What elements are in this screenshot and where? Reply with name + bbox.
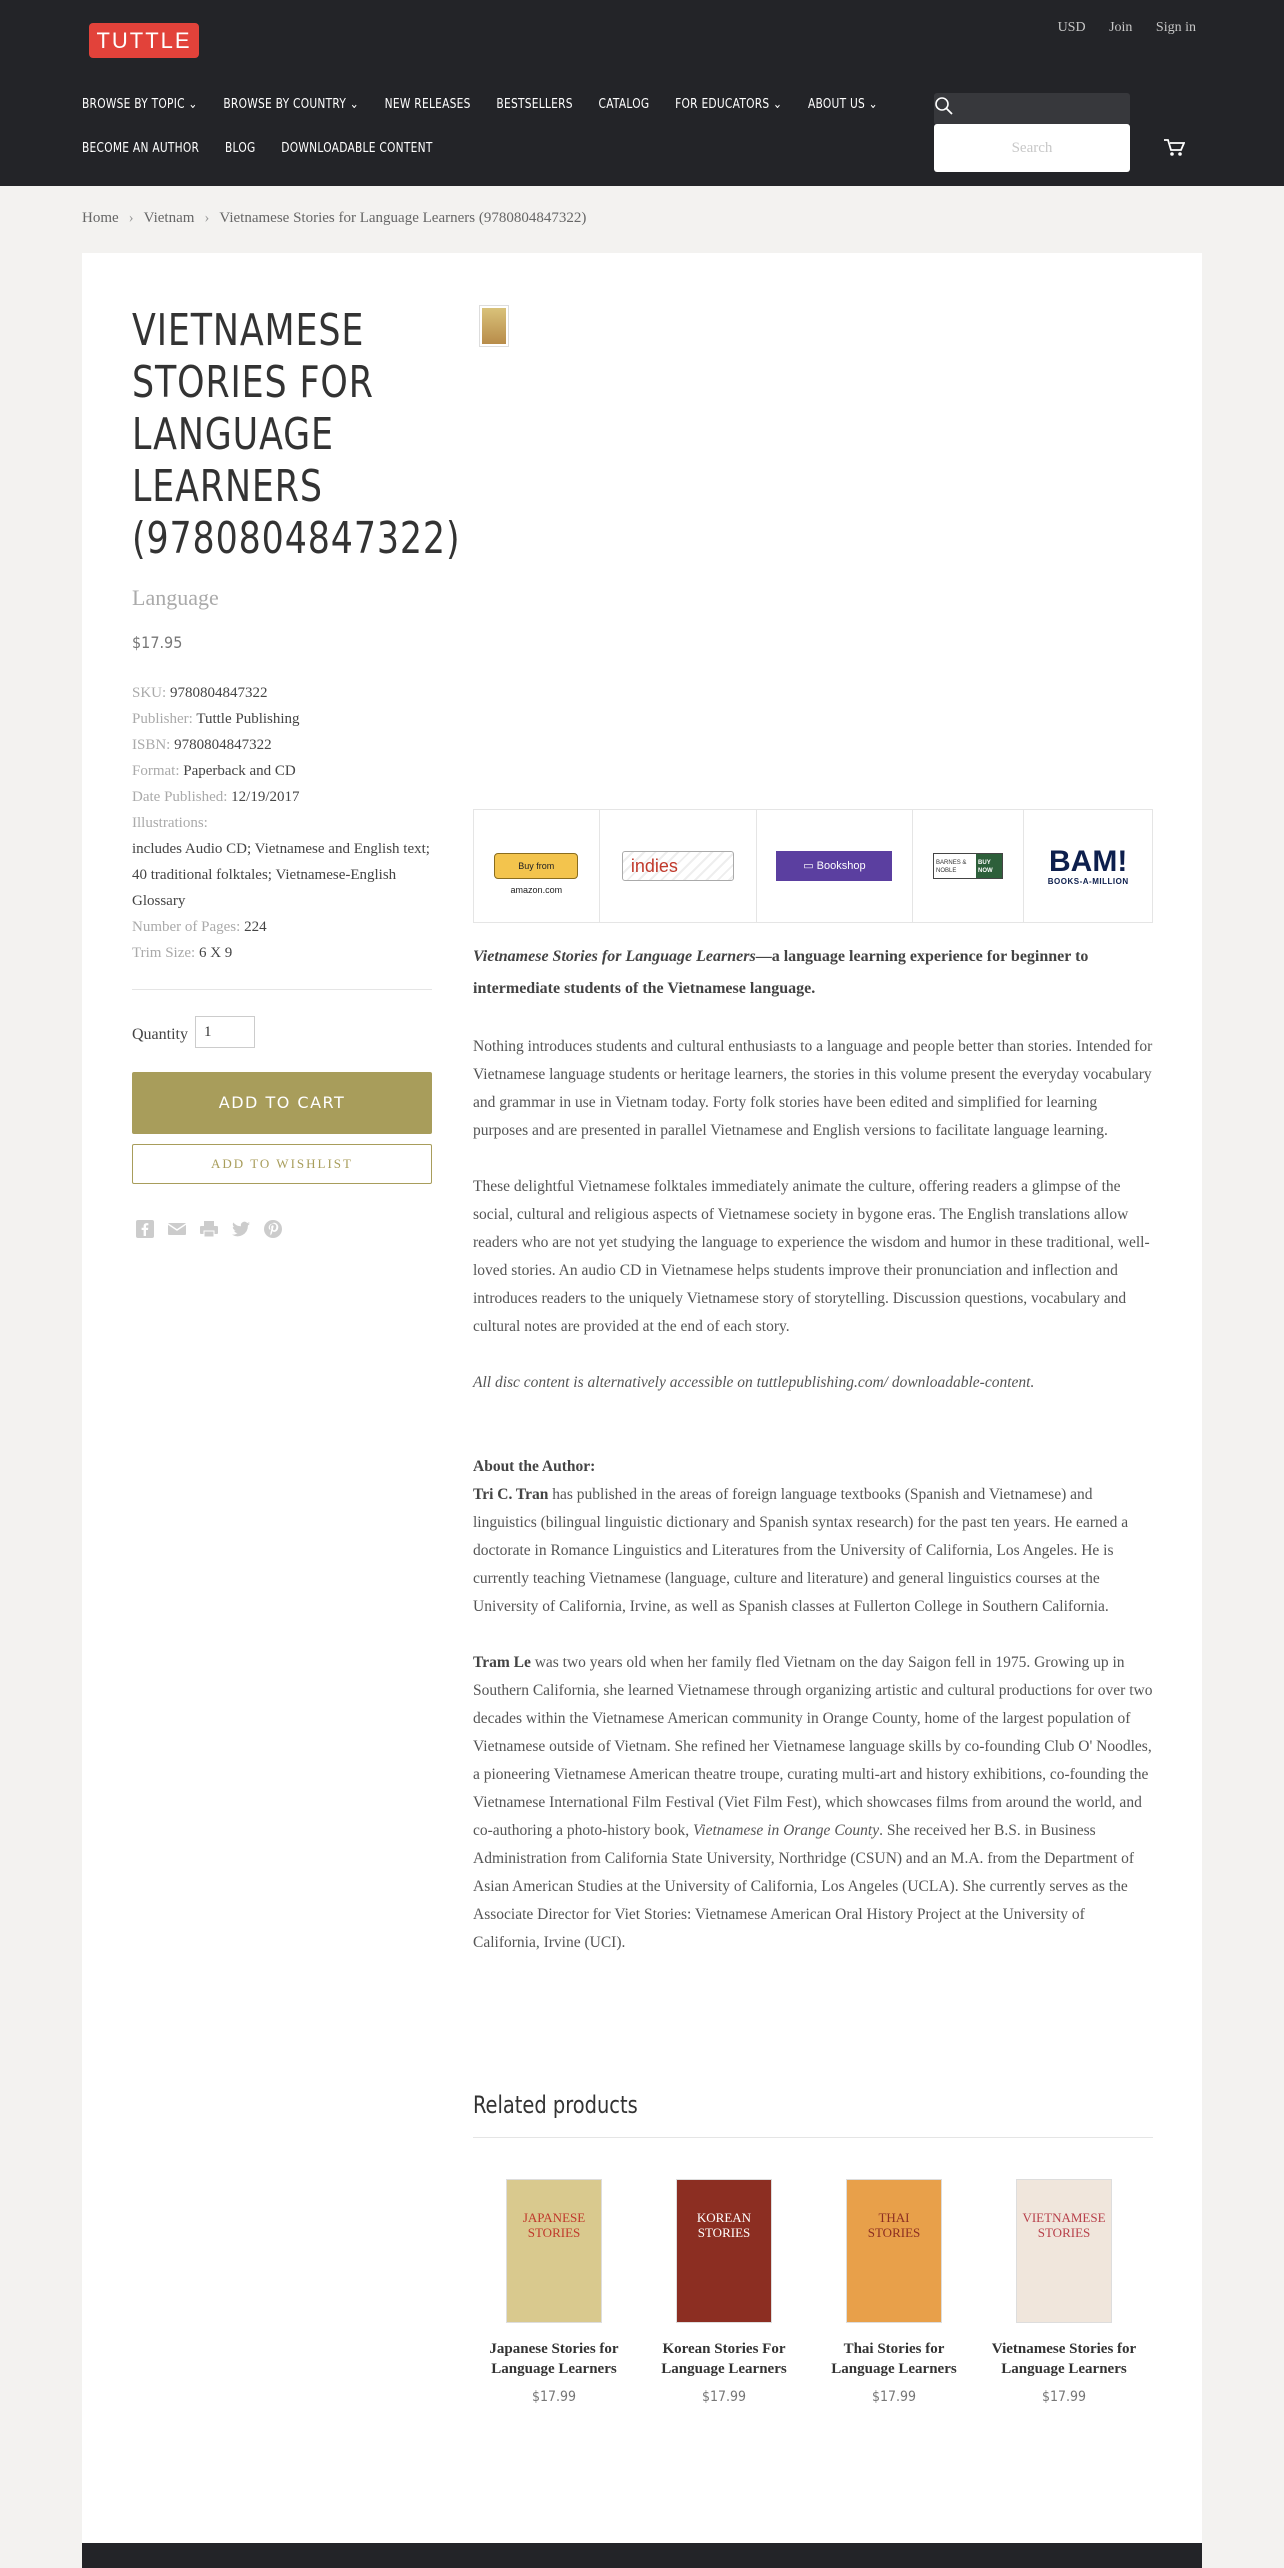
- nav-downloadable-content[interactable]: DOWNLOADABLE CONTENT: [281, 141, 433, 156]
- author2-bio: Tram Le was two years old when her family fled Vietnam on the day Saigon fell in 1975. Growing up in Southern California, she learned Vietnamese through organizing artistic and cultural productions for over two decades within the Vietnamese American community in Orange County, home of the largest population of Vietnamese outside of Vietnam. She refined her Vietnamese language skills by co-founding Club O' Noodles, a pioneering Vietnamese American theatre troupe, curating multi-art and history exhibitions, co-founding the Vietnamese International Film Festival (Viet Film Fest), which showcases films from around the world, and co-authoring a photo-history book, Vietnamese in Orange County. She received her B.S. in Business Administration from California State University, Northridge (CSUN) and an M.A. from the Department of Asian American Studies at the University of California, Los Angeles (UCLA). She currently serves as the Associate Director for Viet Stories: Vietnamese American Oral History Project at the University of California, Irvine (UCI).: [473, 1654, 1153, 1951]
- facebook-icon[interactable]: [135, 1219, 155, 1239]
- book-cover[interactable]: JAPANESE STORIES: [506, 2179, 602, 2323]
- site-footer: [82, 2543, 1202, 2568]
- related-product-name[interactable]: Korean Stories For Language Learners: [661, 2341, 787, 2377]
- spec-format: Format: Paperback and CD: [132, 763, 296, 779]
- social-share: [135, 1219, 295, 1239]
- breadcrumb-current: Vietnamese Stories for Language Learners (9780804847322): [219, 210, 587, 226]
- spec-date-published: Date Published: 12/19/2017: [132, 789, 300, 805]
- related-product-name[interactable]: Japanese Stories for Language Learners: [489, 2341, 619, 2377]
- nav-catalog[interactable]: CATALOG: [598, 97, 650, 112]
- related-product-name[interactable]: Thai Stories for Language Learners: [831, 2341, 957, 2377]
- site-header: [0, 0, 1284, 186]
- related-product-price: $17.99: [701, 2389, 747, 2405]
- description-p1: Nothing introduces students and cultural enthusiasts to a language and people better than stories. Intended for Vietnamese language students or heritage learners, the stories in this volume present the everyday vocabulary and grammar in use in Vietnam today. Forty folk stories have been edited and simplified for learning purposes and are presented in parallel Vietnamese and English versions to facilitate language learning.: [473, 1038, 1153, 1139]
- description-lead: Vietnamese Stories for Language Learners—a language learning experience for beginner to intermediate students of the Vietnamese language.: [473, 948, 1089, 997]
- spec-publisher: Publisher: Tuttle Publishing: [132, 711, 300, 727]
- main-nav-row1: [82, 97, 900, 112]
- product-category[interactable]: Language: [132, 585, 219, 610]
- related-product[interactable]: [649, 2179, 799, 2405]
- product-main: [82, 253, 1202, 2543]
- product-description: [473, 941, 1153, 1985]
- nav-browse-by-topic[interactable]: BROWSE BY TOPIC ⌄: [82, 97, 198, 112]
- breadcrumb: [82, 210, 586, 227]
- book-cover[interactable]: VIETNAMESE STORIES: [1016, 2179, 1112, 2323]
- related-product[interactable]: [479, 2179, 629, 2405]
- nav-bestsellers[interactable]: BESTSELLERS: [496, 97, 573, 112]
- main-nav-row2: [82, 141, 455, 156]
- email-icon[interactable]: [167, 1219, 187, 1239]
- nav-browse-by-country[interactable]: BROWSE BY COUNTRY ⌄: [223, 97, 359, 112]
- search-icon[interactable]: [934, 96, 954, 116]
- search-bar-dark[interactable]: [934, 93, 1130, 125]
- amazon-button[interactable]: Buy from amazon.com: [474, 810, 600, 922]
- books-a-million-button[interactable]: BAM! BOOKS-A-MILLION: [1047, 844, 1129, 886]
- barnes-noble-button[interactable]: BARNES & NOBLE BUY NOW: [913, 810, 1025, 922]
- description-p3: All disc content is alternatively accessible on tuttlepublishing.com/ downloadable-content.: [473, 1374, 1035, 1391]
- about-author: About the Author: Tri C. Tran has published in the areas of foreign language textbooks (Spanish and Vietnamese) and linguistics (bilingual linguistic dictionary and Spanish syntax research) for the past ten years. He earned a doctorate in Romance Linguistics and Literatures from the University of California, Los Angeles. He is currently teaching Vietnamese (language, culture and literature) and general linguistics courses at the University of California, Irvine, as well as Spanish classes at Fullerton College in Southern California.: [473, 1458, 1129, 1615]
- nav-become-an-author[interactable]: BECOME AN AUTHOR: [82, 141, 200, 156]
- book-cover[interactable]: THAI STORIES: [846, 2179, 942, 2323]
- description-p2: These delightful Vietnamese folktales immediately animate the culture, offering readers a glimpse of the social, cultural and religious aspects of Vietnamese society in bygone eras. The English translations allow readers who are not yet studying the language to experience the wisdom and humor in these traditional, well-loved stories. An audio CD in Vietnamese helps students improve their pronunciation and inflection and introduces readers to the uniquely Vietnamese story of storytelling. Discussion questions, vocabulary and cultural notes are provided at the end of each story.: [473, 1178, 1150, 1335]
- retailer-links: [473, 809, 1153, 923]
- nav-blog[interactable]: BLOG: [225, 141, 256, 156]
- quantity-label: Quantity: [132, 1026, 188, 1043]
- add-to-cart-button[interactable]: ADD TO CART: [132, 1072, 432, 1134]
- chevron-right-icon: ›: [128, 210, 134, 226]
- related-product[interactable]: [819, 2179, 969, 2405]
- divider: [132, 989, 432, 990]
- tuttle-logo[interactable]: TUTTLE: [89, 23, 199, 58]
- spec-pages: Number of Pages: 224: [132, 919, 267, 935]
- spec-sku: SKU: 9780804847322: [132, 685, 268, 701]
- product-title: VIETNAMESE STORIES FOR LANGUAGE LEARNERS (9780804847322): [132, 305, 461, 564]
- indies-button[interactable]: indies: [600, 810, 758, 922]
- related-product[interactable]: [989, 2179, 1139, 2405]
- book-cover[interactable]: KOREAN STORIES: [676, 2179, 772, 2323]
- product-thumbnail[interactable]: [479, 305, 509, 347]
- top-links: [1038, 20, 1196, 36]
- bookshop-button[interactable]: ▭ Bookshop: [757, 810, 913, 922]
- divider: [473, 2137, 1153, 2138]
- related-product-price: $17.99: [531, 2389, 577, 2405]
- join-link[interactable]: Join: [1109, 20, 1133, 35]
- product-specs: [132, 680, 432, 966]
- sign-in-link[interactable]: Sign in: [1155, 20, 1196, 35]
- search-input[interactable]: Search: [934, 124, 1130, 172]
- related-product-price: $17.99: [1041, 2389, 1087, 2405]
- spec-illustrations: Illustrations: includes Audio CD; Vietnamese and English text; 40 traditional folktales; Vietnamese-English Glossary: [132, 815, 430, 909]
- book-icon: ▭: [803, 860, 817, 872]
- spec-trim-size: Trim Size: 6 X 9: [132, 945, 233, 961]
- nav-for-educators[interactable]: FOR EDUCATORS ⌄: [675, 97, 783, 112]
- related-products-title: Related products: [473, 2091, 638, 2119]
- spec-isbn: ISBN: 9780804847322: [132, 737, 272, 753]
- add-to-wishlist-button[interactable]: ADD TO WISHLIST: [132, 1144, 432, 1184]
- breadcrumb-home[interactable]: Home: [82, 210, 119, 226]
- breadcrumb-vietnam[interactable]: Vietnam: [143, 210, 195, 226]
- pinterest-icon[interactable]: [263, 1219, 283, 1239]
- related-product-name[interactable]: Vietnamese Stories for Language Learners: [991, 2341, 1137, 2377]
- quantity-input[interactable]: 1: [195, 1016, 255, 1048]
- chevron-right-icon: ›: [204, 210, 210, 226]
- nav-new-releases[interactable]: NEW RELEASES: [384, 97, 471, 112]
- nav-about-us[interactable]: ABOUT US ⌄: [807, 97, 878, 112]
- twitter-icon[interactable]: [231, 1219, 251, 1239]
- currency-link[interactable]: USD: [1057, 20, 1086, 35]
- product-price: $17.95: [132, 633, 183, 652]
- cart-icon[interactable]: [1163, 138, 1185, 158]
- related-product-price: $17.99: [871, 2389, 917, 2405]
- print-icon[interactable]: [199, 1219, 219, 1239]
